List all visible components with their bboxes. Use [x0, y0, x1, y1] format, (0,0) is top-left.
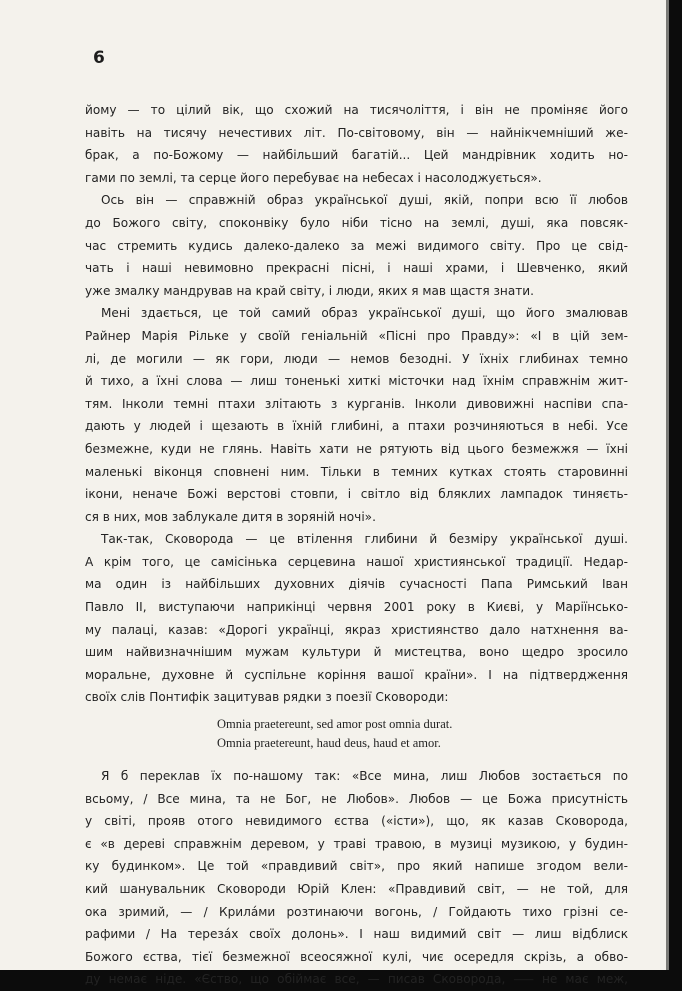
- text-line: брак, а по-Божому — найбільший багатій... Цей мандрівник ходить но-: [85, 148, 628, 163]
- text-line: ку будинком». Це той «правдивий світ», про який напише згодом вели-: [85, 859, 628, 874]
- text-line: Павло II, виступаючи наприкінці червня 2001 року в Києві, у Маріїнсько-: [85, 600, 628, 615]
- text-line: чать і наші невимовно прекрасні пісні, і наші храми, і Шевченко, який: [85, 261, 628, 276]
- text-line: ду немає ніде. «Єство, що обіймає все, — писав Сковорода, ⸺ не має меж,: [85, 972, 628, 987]
- paragraph-1: [85, 99, 628, 189]
- text-line: дають у людей і щезають в їхній глибині, а птахи розчиняються в небі. Усе: [85, 419, 628, 434]
- text-line: до Божого світу, споконвіку було ніби тісно на землі, душі, яка повсяк-: [85, 215, 628, 230]
- text-line: му палаці, казав: «Дорогі українці, якраз християнство дало натхнення ва-: [85, 622, 628, 637]
- quote-line: Omnia praetereunt, haud deus, haud et amor.: [217, 736, 441, 751]
- paragraph-5: [85, 765, 628, 991]
- text-line: своїх слів Понтифік зацитував рядки з поезії Сковороди:: [85, 690, 449, 705]
- text-line: уже змалку мандрував на край світу, і люди, яких я мав щастя знати.: [85, 283, 534, 298]
- text-line: шим найвизначнішим мужам культури й мистецтва, воно щедро зросило: [85, 645, 628, 660]
- text-line: ока зримий, — / Крилáми розтинаючи вогонь, / Гойдають тихо грізні се-: [85, 904, 628, 919]
- text-line: навіть на тисячу нечестивих літ. По-світовому, він — найнікчемніший же-: [85, 125, 628, 140]
- text-line: Божого єства, тієї безмежної всеосяжної кулі, чиє осередля скрізь, а обво-: [85, 949, 628, 964]
- text-line: тям. Інколи темні птахи злітають з курганів. Інколи дивовижні наспіви спа-: [85, 396, 628, 411]
- text-line: час стремить кудись далеко-далеко за межі видимого світу. Про це свід-: [85, 238, 628, 253]
- paragraph-3: [85, 302, 628, 528]
- text-line: ікони, неначе Божі верстові стовпи, і світло від бляклих лампадок тиняєть-: [85, 487, 628, 502]
- text-line: у світі, прояв отого невидимого єства («істи»), що, як казав Сковорода,: [85, 814, 628, 829]
- text-line: Ось він — справжній образ української душі, якій, попри всю її любов: [101, 193, 628, 208]
- text-line: гами по землі, та серце його перебуває на небесах і насолоджується».: [85, 170, 542, 185]
- text-line: йому — то цілий вік, що схожий на тисячоліття, і він не проміняє його: [85, 103, 628, 117]
- text-line: Райнер Марія Рільке у своїй геніальній «Пісні про Правду»: «І в цій зем-: [85, 328, 628, 343]
- text-line: моральне, духовне й суспільне коріння вашої країни». І на підтвердження: [85, 667, 628, 682]
- text-line: А крім того, це самісінька серцевина нашої християнської традиції. Недар-: [85, 554, 628, 569]
- text-line: є «в дереві справжнім деревом, у траві травою, в музиці музикою, у будин-: [85, 836, 628, 851]
- page-number: 6: [93, 48, 105, 68]
- text-line: Мені здається, це той самий образ української душі, що його змалював: [101, 306, 628, 321]
- text-line: ма один із найбільших духовних діячів сучасності Папа Римський Іван: [85, 577, 628, 592]
- text-line: й тихо, а їхні слова — лиш тоненькі хиткі місточки над їхнім справжнім жит-: [85, 374, 628, 389]
- body-text: [85, 99, 628, 991]
- page-edge: [666, 0, 669, 970]
- text-line: безмежне, куди не глянь. Навіть хати не рятують від цього безмежжя — їхні: [85, 441, 628, 456]
- latin-quote: [85, 715, 628, 753]
- text-line: рафими / На терезáх своїх долонь». І наш видимий світ — лиш відблиск: [85, 927, 628, 942]
- text-line: Так-так, Сковорода — це втілення глибини й безміру української душі.: [101, 532, 628, 547]
- paragraph-4: [85, 528, 628, 709]
- text-line: маленькі віконця сповнені ним. Тільки в темних кутках стоять старовинні: [85, 464, 628, 479]
- paragraph-2: [85, 189, 628, 302]
- text-line: ся в них, мов заблукале дитя в зоряній ночі».: [85, 509, 376, 524]
- text-line: лі, де могили — як гори, люди — немов безодні. У їхніх глибинах темно: [85, 351, 628, 366]
- text-line: Я б переклав їх по-нашому так: «Все мина, лиш Любов зостається по: [101, 769, 628, 784]
- text-line: всьому, / Все мина, та не Бог, не Любов». Любов — це Божа присутність: [85, 791, 628, 806]
- text-line: кий шанувальник Сковороди Юрій Клен: «Правдивий світ, — не той, для: [85, 882, 628, 896]
- quote-line: Omnia praetereunt, sed amor post omnia durat.: [217, 717, 453, 732]
